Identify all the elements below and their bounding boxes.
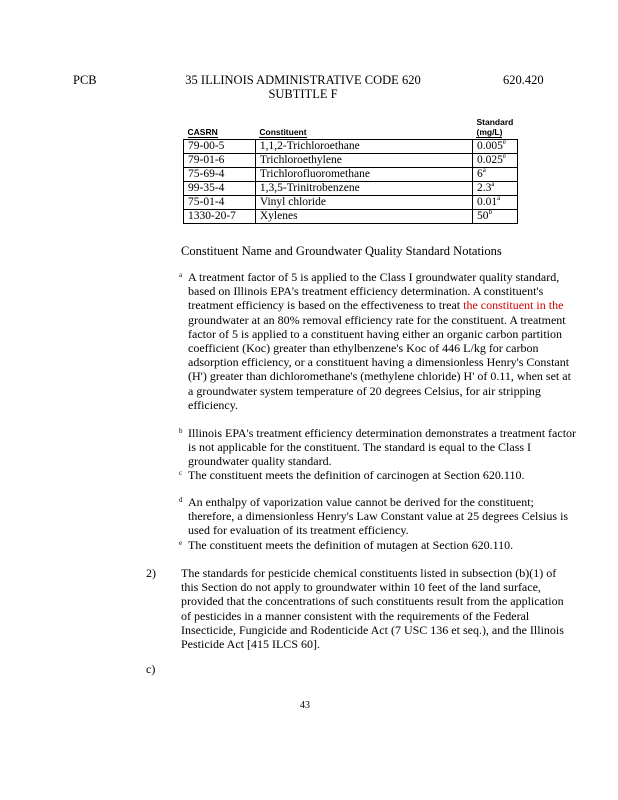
cell-constituent: Trichloroethylene: [255, 154, 472, 168]
note-c-marker: c: [179, 469, 183, 477]
note-a: [179, 270, 579, 412]
col-header-constituent: Constituent: [259, 127, 307, 137]
cell-constituent: 1,1,2-Trichloroethane: [255, 140, 472, 154]
section-2-label: 2): [146, 566, 156, 580]
cell-casrn: 75-69-4: [184, 168, 256, 182]
section-2-text: The standards for pesticide chemical constituents listed in subsection (b)(1) of this Section do not apply to groundwater within 10 feet of the land surface, provided that the concentrations of such constituents result from the application of pesticides in a manner consistent with the requirements of the Federal Insecticide, Fungicide and Rodenticide Act (7 USC 136 et seq.), and the Illinois Pesticide Act [415 ILCS 60].: [181, 566, 564, 652]
table-header-row: [184, 117, 518, 140]
note-d-text: An enthalpy of vaporization value cannot be derived for the constituent; therefore, a dimensionless Henry's Law Constant value at 25 degrees Celsius is used for evaluation of its treatment efficiency.: [188, 495, 569, 538]
header-section-number: 620.420: [503, 73, 544, 87]
header-left: PCB: [73, 73, 97, 87]
cell-constituent: 1,3,5-Trinitrobenzene: [255, 182, 472, 196]
table-row: [184, 210, 518, 224]
cell-constituent: Xylenes: [255, 210, 472, 224]
note-a-highlight: the constituent in the: [463, 298, 564, 313]
table-row: [184, 168, 518, 182]
note-e: [179, 538, 579, 552]
cell-constituent: Trichlorofluoromethane: [255, 168, 472, 182]
header-center: [172, 73, 434, 101]
cell-standard: 50$^b$: [472, 210, 517, 224]
note-b-text: Illinois EPA's treatment efficiency determination demonstrates a treatment factor is not applicable for the constituent. The standard is equal to the Class I groundwater quality standard.: [188, 426, 577, 469]
cell-standard: 0.005e: [472, 140, 517, 154]
header-subtitle: SUBTITLE F: [268, 87, 338, 101]
note-a-marker: a: [179, 271, 183, 279]
table-row: [184, 140, 518, 154]
notes-title: Constituent Name and Groundwater Quality Standard Notations: [181, 244, 502, 258]
cell-standard: 0.01$^a$: [472, 196, 517, 210]
table-row: [184, 196, 518, 210]
table-row: [184, 154, 518, 168]
cell-standard: 2.3$^a$: [472, 182, 517, 196]
note-d-marker: d: [179, 496, 183, 504]
note-c: [179, 468, 579, 482]
note-c-text: The constituent meets the definition of carcinogen at Section 620.110.: [188, 468, 525, 482]
constituent-table: [183, 117, 518, 224]
col-header-casrn: CASRN: [187, 127, 218, 137]
note-b-marker: b: [179, 427, 183, 435]
cell-casrn: 99-35-4: [184, 182, 256, 196]
col-header-standard: Standard (mg/L): [476, 117, 514, 137]
cell-casrn: 79-00-5: [184, 140, 256, 154]
cell-standard: 0.025e: [472, 154, 517, 168]
note-d: [179, 495, 579, 538]
cell-casrn: 1330-20-7: [184, 210, 256, 224]
note-a-text: A treatment factor of 5 is applied to the Class I groundwater quality standard, based on Illinois EPA's treatment efficiency determination. A constituent's treatment efficiency is based on the effectiveness to treat the constituent in the groundwater at an 80% removal efficiency rate for the constituent. A treatment factor of 5 is applied to a constituent having either an organic carbon partition coefficient (Koc) greater than ethylbenzene's Koc of 446 L/kg for carbon adsorption efficiency, or a constituent having a dimensionless Henry's Constant (H') greater than dichloromethane's (methylene chloride) H' of 0.11, when set at a groundwater system temperature of 20 degrees Celsius, for air stripping efficiency.: [188, 270, 571, 412]
note-e-marker: e: [179, 539, 183, 547]
section-c-label: c): [146, 662, 156, 676]
cell-casrn: 75-01-4: [184, 196, 256, 210]
header-title: 35 ILLINOIS ADMINISTRATIVE CODE 620: [185, 73, 421, 87]
page-number: 43: [300, 700, 310, 711]
cell-standard: 6$^a$: [472, 168, 517, 182]
cell-casrn: 79-01-6: [184, 154, 256, 168]
cell-constituent: Vinyl chloride: [255, 196, 472, 210]
table-row: [184, 182, 518, 196]
note-b: [179, 426, 579, 469]
note-e-text: The constituent meets the definition of mutagen at Section 620.110.: [188, 538, 514, 552]
